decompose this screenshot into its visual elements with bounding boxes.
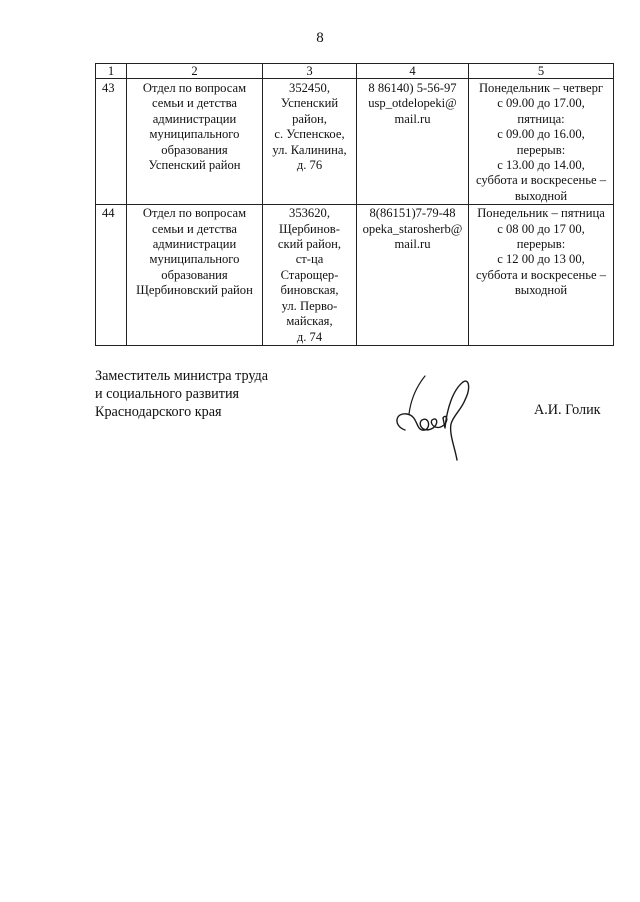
column-number: 1 <box>96 64 127 79</box>
column-number: 2 <box>127 64 263 79</box>
organization-cell: Отдел по вопросам семьи и детства администрации муниципального образования Щербиновский район <box>127 205 263 346</box>
row-number: 44 <box>96 205 127 346</box>
table-row <box>96 79 614 205</box>
signer-name: А.И. Голик <box>534 402 601 418</box>
address-cell: 352450, Успенский район, с. Успенское, ул. Калинина, д. 76 <box>263 79 357 205</box>
column-number: 4 <box>357 64 469 79</box>
column-number-row <box>96 64 614 79</box>
address-cell: 353620, Щербинов- ский район, ст-ца Старощер- биновская, ул. Перво- майская, д. 74 <box>263 205 357 346</box>
page-number: 8 <box>316 30 324 46</box>
schedule-cell: Понедельник – четверг с 09.00 до 17.00, пятница: с 09.00 до 16.00, перерыв: с 13.00 до 14.00, суббота и воскресенье – выходной <box>469 79 614 205</box>
signer-position: Заместитель министра труда и социального развития Краснодарского края <box>95 368 269 420</box>
institutions-table <box>95 63 614 346</box>
handwritten-signature <box>385 368 480 463</box>
column-number: 3 <box>263 64 357 79</box>
contacts-cell: 8 86140) 5-56-97 usp_otdelopeki@ mail.ru <box>357 79 469 205</box>
row-number: 43 <box>96 79 127 205</box>
column-number: 5 <box>469 64 614 79</box>
table-row <box>96 205 614 346</box>
contacts-cell: 8(86151)7-79-48 opeka_starosherb@ mail.ru <box>357 205 469 346</box>
organization-cell: Отдел по вопросам семьи и детства администрации муниципального образования Успенский район <box>127 79 263 205</box>
schedule-cell: Понедельник – пятница с 08 00 до 17 00, перерыв: с 12 00 до 13 00, суббота и воскресенье – выходной <box>469 205 614 346</box>
